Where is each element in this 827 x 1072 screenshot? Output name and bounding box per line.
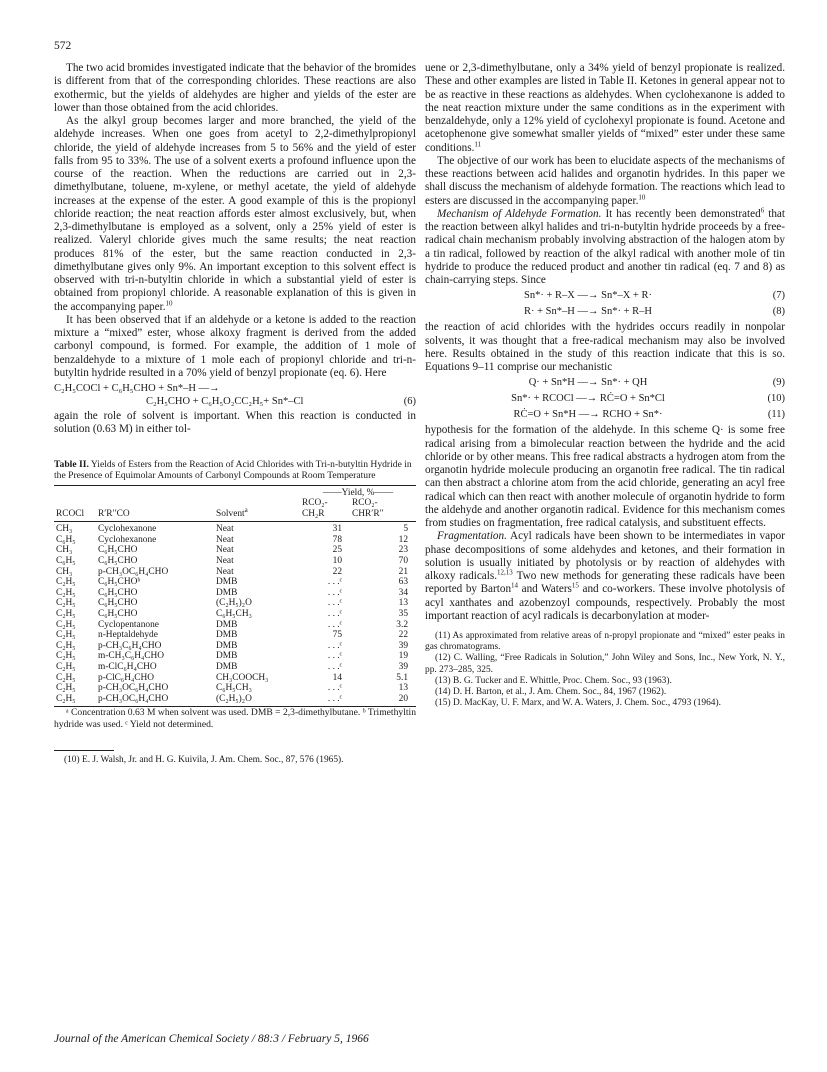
- cell-rcocl: C₂H₅: [56, 672, 76, 683]
- cell-carbonyl: p-CH₃C₆H₄CHO: [98, 640, 162, 651]
- equation-8-number: (8): [772, 306, 785, 318]
- right-paragraph-3a: It has recently been demonstrated: [601, 207, 761, 220]
- header-rcoo-1: RCO₂-: [302, 498, 328, 509]
- header-solvent-sup: a: [244, 505, 248, 514]
- cell-yield-chrr: 39: [398, 640, 408, 651]
- cell-solvent: DMB: [216, 587, 238, 598]
- cell-yield-chrr: 5: [403, 524, 408, 535]
- left-paragraph-3: It has been observed that if an aldehyde or a ketone is added to the reaction mixture a “mixed” ester, whose alkoxy fragment is derived from the added carbonyl compound, is formed. For example, the addition of 1 mole of benzaldehyde to a mixture of 1 mole each of propionyl chloride and tri-n-butyltin hydride resulted in a 70% yield of benzyl propionate (eq. 6). Here: [54, 313, 416, 379]
- header-rcocl: RCOCl: [54, 509, 96, 522]
- table-row: [54, 588, 416, 599]
- cell-rcocl: C₂H₅: [56, 662, 76, 672]
- ref-sup: 10: [638, 192, 646, 201]
- cell-rcocl: C₂H₅: [56, 630, 76, 641]
- left-paragraph-1: The two acid bromides investigated indicate that the behavior of the bromides is different from that of the corresponding chlorides. These reactions are also exothermic, but the yields of aldehydes are higher and yields of the ester are lower than those obtained from the acid chlorides.: [54, 62, 416, 114]
- cell-solvent: DMB: [216, 630, 238, 641]
- cell-carbonyl: Cyclohexanone: [98, 534, 157, 545]
- table-row: [54, 567, 416, 578]
- cell-yield-ch2r: . . .ᶜ: [327, 651, 342, 662]
- cell-rcocl: C₂H₅: [56, 598, 76, 609]
- cell-carbonyl: n-Heptaldehyde: [98, 630, 158, 641]
- right-paragraph-1-text: uene or 2,3-dimethylbutane, only a 34% yield of benzyl propionate is realized. These and other examples are listed in Table II. Ketones in general appear not to be as reactive in these reactions as aldehydes. When cyclohexanone is added to the neat reaction mixture under the same conditions as in the experiment with benzaldehyde, only a 12% yield of cyclohexyl propionate is found. Acetone and acetophenone give somewhat smaller yields of “mixed” ester under these same conditions.: [425, 62, 785, 154]
- cell-solvent: C₆H₅CH₃: [216, 683, 252, 694]
- cell-yield-ch2r: 75: [332, 630, 342, 641]
- header-solvent: [214, 505, 300, 522]
- cell-yield-chrr: 19: [398, 651, 408, 662]
- table-row: [54, 673, 416, 684]
- equation-9-body: Q· + Sn*H —→ Sn*· + QH: [528, 377, 648, 389]
- reference-11: (11) As approximated from relative areas of n-propyl propionate and “mixed” ester peaks in gas chromatograms.: [425, 631, 785, 653]
- reference-12: (12) C. Walling, “Free Radicals in Solution,” John Wiley and Sons, Inc., New York, N. Y., pp. 273–285, 325.: [425, 653, 785, 675]
- page-number: 572: [54, 40, 72, 52]
- ref-sup: 14: [511, 581, 519, 590]
- cell-solvent: CH₃COOCH₃: [216, 672, 269, 683]
- cell-solvent: Neat: [216, 534, 234, 545]
- cell-solvent: Neat: [216, 556, 234, 567]
- cell-yield-chrr: 13: [398, 683, 408, 694]
- cell-rcocl: C₂H₅: [56, 640, 76, 651]
- cell-solvent: (C₂H₅)₂O: [216, 598, 252, 609]
- equation-6: [54, 382, 416, 408]
- cell-yield-ch2r: 31: [332, 524, 342, 535]
- cell-yield-ch2r: . . .ᶜ: [300, 694, 350, 707]
- cell-yield-ch2r: . . .ᶜ: [327, 598, 342, 609]
- cell-solvent: DMB: [216, 577, 238, 588]
- section-heading-fragmentation: Fragmentation.: [437, 530, 507, 543]
- table-row: [54, 598, 416, 609]
- right-paragraph-6b: Two new methods for generating these radicals have been reported by Barton: [425, 570, 785, 596]
- table-row: [54, 651, 416, 662]
- cell-rcocl: C₂H₅: [56, 683, 76, 694]
- cell-yield-ch2r: . . .ᶜ: [327, 587, 342, 598]
- equation-11-number: (11): [767, 409, 785, 421]
- ref-sup: 12,13: [497, 568, 513, 577]
- equation-11-body: RĊ=O + Sn*H —→ RCHO + Sn*·: [513, 409, 663, 421]
- table-caption: [54, 459, 416, 482]
- cell-yield-ch2r: . . .ᶜ: [327, 577, 342, 588]
- equation-8: [425, 305, 785, 319]
- table-row: [54, 694, 416, 707]
- cell-solvent: DMB: [216, 651, 238, 662]
- reference-13: (13) B. G. Tucker and E. Whittle, Proc. Chem. Soc., 93 (1963).: [435, 675, 672, 686]
- cell-yield-chrr: 34: [398, 587, 408, 598]
- cell-yield-chrr: 3.2: [396, 619, 408, 630]
- left-paragraph-2-text: As the alkyl group becomes larger and more branched, the yield of the aldehyde increases. When one goes from acetyl to 2,2-dimethylpropionyl chloride, the yield of aldehyde increases from 5 to 56% and the yield of ester falls from 95 to 33%. The use of a solvent exerts a profound influence upon the course of the reaction. When the reductions are carried out in 2,3-dimethylbutane, toluene, m-xylene, or methyl acetate, the yield of aldehyde increases at the expense of the ester. A good example of this is the propionyl chloride reaction; the neat reaction affords ester almost exclusively, but, when 2,3-dimethylbutane is employed as a solvent, only a 25% yield of ester is realized. Valeryl chloride gives much the same results; the neat reaction produces 81% of the ester, but the same reaction conducted in 2,3-dimethylbutane gives only 9%. An important exception to this solvent effect is observed with tri-n-butyltin chloride in which a substantial yield of ester is obtained from propionyl chloride. A reasonable explanation of this is given in the accompanying paper.: [54, 115, 416, 313]
- ref-sup: 11: [474, 139, 482, 148]
- right-paragraph-3b: that the reaction between alkyl halides and tri-n-butyltin hydride proceeds by a free-radical chain mechanism probably involving abstraction of the halogen atom by a tin radical, followed by reaction of the alkyl radical with another mole of tin hydride to produce the reduced product and another tin radical (eq. 7 and 8) as chain-carrying steps. Since: [425, 207, 785, 286]
- cell-solvent: Neat: [216, 545, 234, 556]
- cell-yield-chrr: 20: [350, 694, 416, 707]
- table-row: [54, 535, 416, 546]
- cell-rcocl: C₂H₅: [56, 577, 76, 588]
- cell-yield-ch2r: . . .ᶜ: [327, 619, 342, 630]
- cell-rcocl: C₂H₅: [56, 619, 76, 630]
- table-row: [54, 683, 416, 694]
- cell-yield-chrr: 39: [398, 662, 408, 672]
- left-paragraph-4: again the role of solvent is important. When this reaction is conducted in solution (0.63 M) in either tol-: [54, 410, 416, 436]
- cell-rcocl: C₂H₅: [56, 609, 76, 620]
- cell-rcocl: C₂H₅: [56, 651, 76, 662]
- table-row: [54, 522, 416, 535]
- cell-yield-chrr: 5.1: [396, 672, 408, 683]
- cell-yield-ch2r: 78: [332, 534, 342, 545]
- cell-rcocl: CH₃: [56, 545, 73, 556]
- table-row: [54, 641, 416, 652]
- reference-15: (15) D. MacKay, U. F. Marx, and W. A. Waters, J. Chem. Soc., 4793 (1964).: [435, 698, 721, 709]
- cell-carbonyl: Cyclohexanone: [98, 524, 157, 535]
- table-caption-text: Yields of Esters from the Reaction of Acid Chlorides with Tri-n-butyltin Hydride in the Presence of Equimolar Amounts of Carbonyl Compounds at Room Temperature: [54, 458, 412, 481]
- right-paragraph-2-text: The objective of our work has been to elucidate aspects of the mechanisms of these reactions between acid halides and organotin hydrides. In this paper we shall discuss the mechanism of aldehyde formation. The reactions which lead to esters are discussed in the accompanying paper.: [425, 154, 785, 207]
- table-row: [54, 620, 416, 631]
- cell-yield-ch2r: . . .ᶜ: [327, 662, 342, 672]
- right-paragraph-6c: and Waters: [518, 583, 572, 596]
- cell-carbonyl: C₆H₅CHO: [98, 609, 138, 620]
- ref-sup: 6: [760, 206, 765, 215]
- right-paragraph-3: [425, 208, 785, 288]
- right-paragraph-6d: and co-workers. These involve photolysis of acyl xanthates and azobenzoyl compounds, respectively. Probably the most important reaction of acyl radicals is decarbonylation at moder-: [425, 583, 785, 622]
- cell-rcocl: C₂H₅: [56, 587, 76, 598]
- cell-carbonyl: m-ClC₆H₄CHO: [98, 662, 157, 672]
- cell-rcocl: C₆H₅: [56, 534, 76, 545]
- cell-rcocl: CH₃: [56, 524, 73, 535]
- reference-10: (10) E. J. Walsh, Jr. and H. G. Kuivila, J. Am. Chem. Soc., 87, 576 (1965).: [64, 755, 344, 766]
- cell-yield-ch2r: . . .ᶜ: [327, 640, 342, 651]
- equation-11: [425, 408, 785, 422]
- cell-rcocl: C₂H₅: [54, 694, 96, 707]
- cell-yield-chrr: 70: [398, 556, 408, 567]
- cell-yield-chrr: 63: [398, 577, 408, 588]
- cell-rcocl: C₆H₅: [56, 556, 76, 567]
- cell-yield-ch2r: 10: [332, 556, 342, 567]
- table-footnote: ᵃ Concentration 0.63 M when solvent was used. DMB = 2,3-dimethylbutane. ᵇ Trimethyltin hydride was used. ᶜ Yield not determined.: [54, 707, 416, 730]
- cell-solvent: DMB: [216, 662, 238, 672]
- table-row: [54, 609, 416, 620]
- cell-carbonyl: C₆H₅CHOᵇ: [98, 577, 141, 588]
- table-row: [54, 577, 416, 588]
- right-references: [425, 631, 785, 709]
- left-paragraph-2: [54, 115, 416, 314]
- cell-rcocl: CH₃: [56, 566, 73, 577]
- equation-8-body: R· + Sn*–H —→ Sn*· + R–H: [524, 306, 652, 318]
- right-paragraph-6: [425, 530, 785, 623]
- equation-9-number: (9): [772, 377, 785, 389]
- left-column: [54, 62, 416, 767]
- header-rrco: R′R′′CO: [96, 509, 214, 522]
- header-solvent-text: Solvent: [216, 508, 245, 519]
- cell-yield-ch2r: 14: [332, 672, 342, 683]
- cell-yield-chrr: 21: [398, 566, 408, 577]
- cell-carbonyl: p-ClC₆H₄CHO: [98, 672, 155, 683]
- equation-10-body: Sn*· + RCOCl —→ RĊ=O + Sn*Cl: [511, 393, 665, 405]
- right-paragraph-2: [425, 155, 785, 208]
- equation-6-number: (6): [403, 396, 416, 407]
- table-row: [54, 545, 416, 556]
- cell-yield-ch2r: 25: [332, 545, 342, 556]
- ref-sup: 15: [571, 581, 579, 590]
- equation-6-line-2: [54, 395, 416, 408]
- cell-yield-chrr: 13: [398, 598, 408, 609]
- cell-carbonyl: p-CH₃OC₆H₄CHO: [96, 694, 214, 707]
- cell-yield-chrr: 12: [398, 534, 408, 545]
- cell-carbonyl: C₆H₅CHO: [98, 556, 138, 567]
- ref-sup: 10: [165, 298, 173, 307]
- reference-rule: [54, 750, 114, 751]
- left-references: [54, 755, 416, 766]
- cell-carbonyl: C₆H₅CHO: [98, 598, 138, 609]
- right-paragraph-1: [425, 62, 785, 155]
- section-heading-mechanism: Mechanism of Aldehyde Formation.: [437, 207, 602, 220]
- cell-carbonyl: C₆H₅CHO: [98, 587, 138, 598]
- table-row: [54, 630, 416, 641]
- cell-yield-ch2r: . . .ᶜ: [327, 683, 342, 694]
- cell-solvent: (C₂H₅)₂O: [214, 694, 300, 707]
- right-paragraph-6a: Acyl radicals have been shown to be intermediates in vapor phase decompositions of some aldehydes and ketones, and their formation in solution is usually initiated by photolysis or by reaction of aldehydes with alkoxy radicals.: [425, 530, 785, 582]
- reference-14: (14) D. H. Barton, et al., J. Am. Chem. Soc., 84, 1967 (1962).: [435, 687, 667, 698]
- journal-footer: Journal of the American Chemical Society / 88:3 / February 5, 1966: [54, 1033, 369, 1045]
- cell-yield-chrr: 22: [398, 630, 408, 641]
- right-paragraph-4: the reaction of acid chlorides with the hydrides occurs readily in nonpolar solvents, it was thought that a free-radical mechanism may also be involved here. Results obtained in the study of this reaction indicate that this is so. Equations 9–11 comprise our mechanistic: [425, 321, 785, 373]
- cell-yield-ch2r: 22: [332, 566, 342, 577]
- yields-table: [54, 485, 416, 708]
- table-body: [54, 522, 416, 707]
- equation-7-number: (7): [772, 290, 785, 302]
- cell-yield-chrr: 23: [398, 545, 408, 556]
- header-chrr: CHR′R′′: [350, 509, 416, 522]
- cell-solvent: Neat: [216, 566, 234, 577]
- cell-carbonyl: C₆H₅CHO: [98, 545, 138, 556]
- cell-carbonyl: p-CH₃OC₆H₄CHO: [98, 566, 169, 577]
- right-column: [425, 62, 785, 709]
- cell-yield-chrr: 35: [398, 609, 408, 620]
- cell-solvent: DMB: [216, 619, 238, 630]
- cell-solvent: DMB: [216, 640, 238, 651]
- right-paragraph-5: hypothesis for the formation of the aldehyde. In this scheme Q· is some free radical arising from a bimolecular reaction between the hydride and the acid chloride or by other means. This free radical abstracts a hydrogen atom from the organotin hydride molecule producing an organotin free radical. The tin radical can then abstract a chlorine atom from the acid chloride, generating an acyl free radical which can then react with another molecule of organotin hydride to form the aldehyde and another organotin radical. Evidence for this mechanism comes from studies on fragmentation, free radical catalysis, and substituent effects.: [425, 424, 785, 529]
- cell-carbonyl: m-CH₃C₆H₄CHO: [98, 651, 165, 662]
- cell-solvent: C₆H₅CH₃: [216, 609, 252, 620]
- table-row: [54, 662, 416, 673]
- equation-7-body: Sn*· + R–X —→ Sn*–X + R·: [524, 290, 652, 302]
- equation-10-number: (10): [767, 393, 785, 405]
- equation-9: [425, 376, 785, 390]
- yield-header: ——Yield, %——: [300, 485, 416, 498]
- header-ch2r: CH₂R: [300, 509, 350, 522]
- cell-yield-ch2r: . . .ᶜ: [327, 609, 342, 620]
- equation-6-line-1: C₂H₅COCl + C₆H₅CHO + Sn*–H —→: [54, 383, 220, 394]
- header-rcoo-2: RCO₂-: [352, 498, 378, 509]
- equation-6-products: C₂H₅CHO + C₆H₅O₂CC₂H₅+ Sn*–Cl: [146, 396, 304, 407]
- table-row: [54, 556, 416, 567]
- cell-carbonyl: p-CH₃OC₆H₄CHO: [98, 683, 169, 694]
- table-label: Table II.: [54, 458, 89, 470]
- cell-solvent: Neat: [216, 524, 234, 535]
- equation-10: [425, 392, 785, 406]
- cell-carbonyl: Cyclopentanone: [98, 619, 159, 630]
- equation-7: [425, 289, 785, 303]
